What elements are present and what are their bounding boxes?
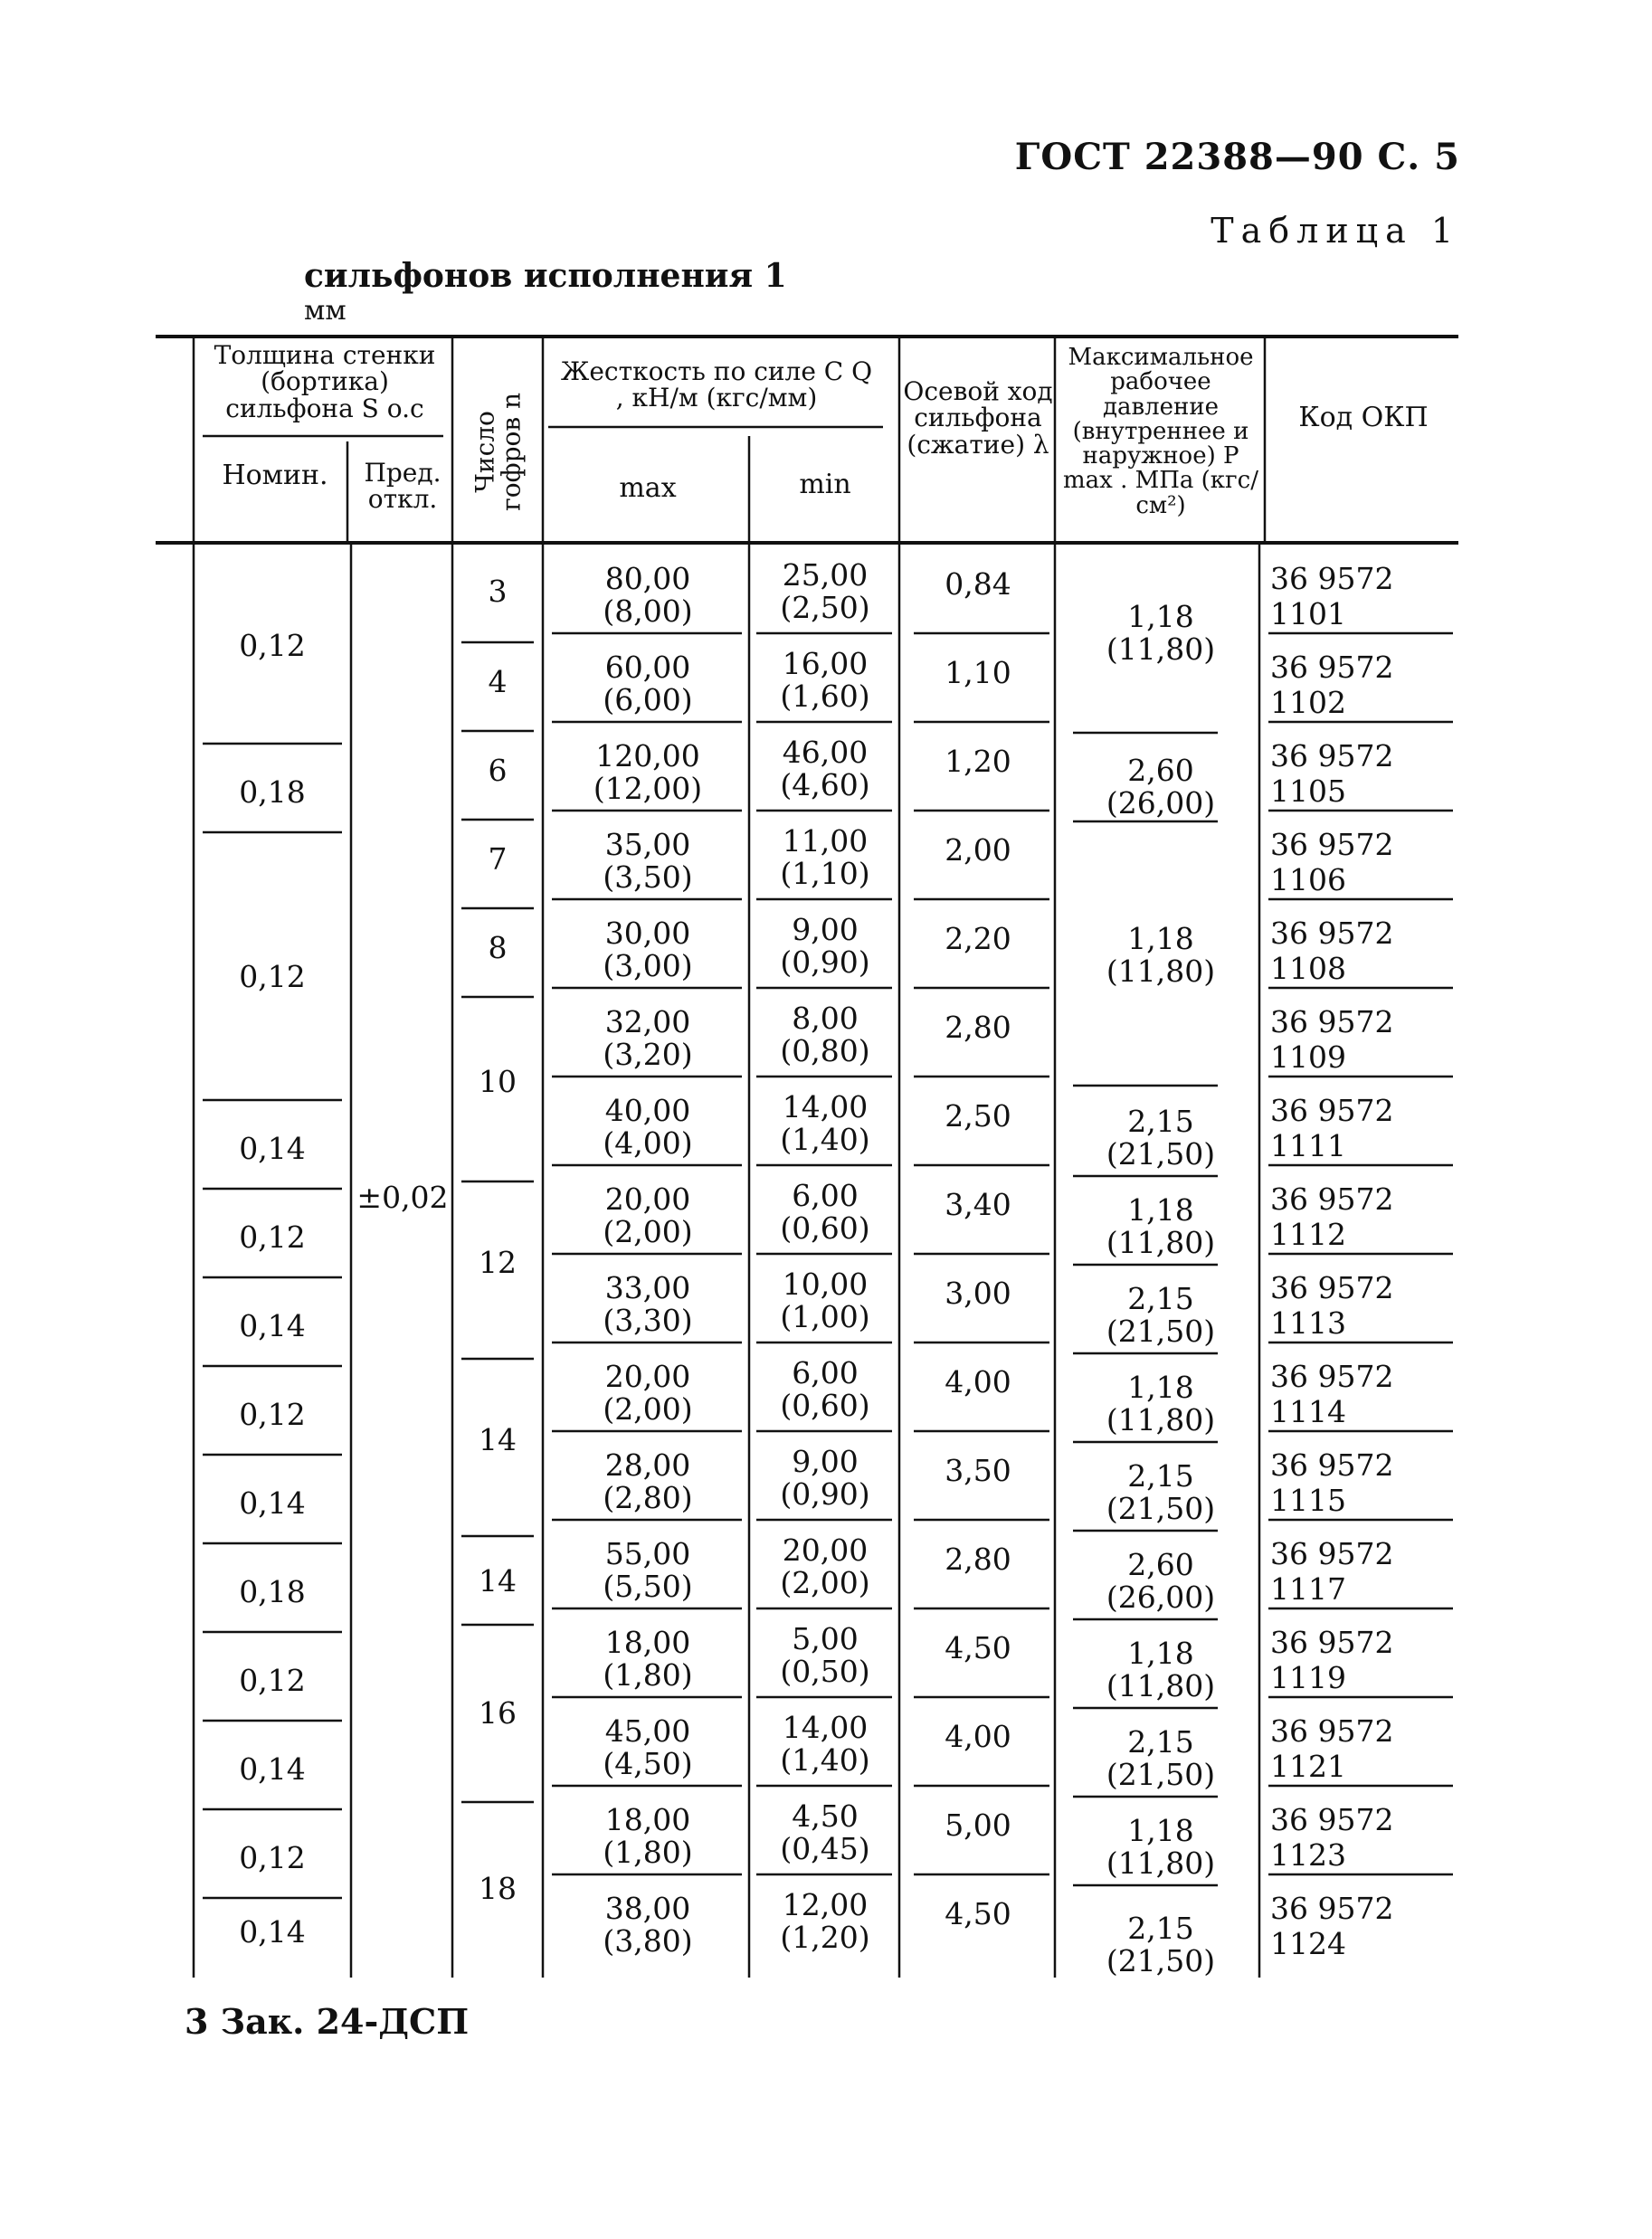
stiffness-max [548,740,747,804]
max-pressure-kgf: (11,80) [1106,1401,1216,1437]
stiffness-max [548,563,747,627]
nominal-thickness: 0,18 [239,1574,306,1609]
max-pressure [1059,1460,1263,1524]
footer-note: 3 Зак. 24-ДСП [185,2001,470,2042]
stiffness-min-kgf: (2,00) [780,1564,870,1600]
stiffness-max-kn: 40,00 [604,1093,691,1128]
okp-code: 36 9572 1121 [1270,1713,1394,1784]
max-pressure-kn: 2,15 [1127,1911,1194,1946]
axial-stroke: 2,20 [945,921,1011,956]
stiffness-min-kn: 25,00 [782,557,869,593]
stiffness-max-kn: 45,00 [604,1713,691,1749]
stiffness-min-kgf: (1,10) [780,855,870,891]
max-pressure-kn: 1,18 [1127,1370,1194,1405]
table-title: сильфонов исполнения 1 [304,257,787,295]
corrugation-count: 10 [479,1064,517,1099]
stiffness-max-kn: 80,00 [604,561,691,596]
max-pressure-kgf: (11,80) [1106,1224,1216,1260]
max-pressure [1059,1912,1263,1977]
axial-stroke: 5,00 [945,1807,1011,1843]
stiffness-max-kgf: (2,00) [603,1213,693,1249]
stiffness-max-kgf: (1,80) [603,1656,693,1693]
stiffness-min-kgf: (0,80) [780,1032,870,1068]
stiffness-min-kn: 10,00 [782,1267,869,1302]
header-pressure: Максимальное рабочее давление (внутреннее и наружное) P max . МПа (кгс/см²) [1062,344,1258,519]
stiffness-max [548,651,747,716]
max-pressure-kgf: (21,50) [1106,1313,1216,1349]
corrugation-count: 18 [479,1871,517,1906]
axial-stroke: 3,00 [945,1276,1011,1311]
max-pressure-kn: 1,18 [1127,1636,1194,1671]
okp-code: 36 9572 1113 [1270,1270,1394,1341]
okp-code: 36 9572 1108 [1270,916,1394,986]
stiffness-max [548,1449,747,1513]
header-okp: Код ОКП [1298,402,1429,433]
max-pressure [1059,1726,1263,1790]
max-pressure-kn: 2,60 [1127,753,1194,788]
stiffness-min-kn: 12,00 [782,1887,869,1922]
stiffness-min [753,1889,897,1953]
stiffness-max [548,1361,747,1425]
nominal-thickness: 0,18 [239,774,306,810]
stiffness-min [753,1446,897,1510]
header-nominal: Номин. [222,460,328,491]
max-pressure-kn: 1,18 [1127,1813,1194,1848]
document-reference: ГОСТ 22388—90 С. 5 [1014,136,1460,178]
max-pressure [1059,754,1263,819]
corrugation-count: 7 [488,841,508,877]
stiffness-min-kgf: (1,00) [780,1298,870,1334]
stiffness-min [753,1268,897,1333]
nominal-thickness: 0,12 [239,959,306,994]
stiffness-max [548,1804,747,1868]
nominal-thickness: 0,14 [239,1751,306,1787]
stiffness-max [548,917,747,982]
nominal-thickness: 0,12 [239,628,306,663]
okp-code: 36 9572 1112 [1270,1181,1394,1252]
nominal-thickness: 0,12 [239,1663,306,1698]
axial-stroke: 4,00 [945,1719,1011,1754]
stiffness-max-kgf: (5,50) [603,1568,693,1604]
max-pressure [1059,923,1263,987]
okp-code: 36 9572 1119 [1270,1625,1394,1695]
max-pressure-kgf: (11,80) [1106,953,1216,989]
stiffness-min-kn: 8,00 [792,1001,859,1036]
stiffness-max-kn: 20,00 [604,1181,691,1217]
corrugation-count: 14 [479,1563,517,1599]
axial-stroke: 3,40 [945,1187,1011,1222]
max-pressure-kn: 1,18 [1127,599,1194,634]
stiffness-min-kn: 14,00 [782,1089,869,1124]
nominal-thickness: 0,12 [239,1397,306,1432]
max-pressure [1059,1194,1263,1258]
stiffness-min [753,1534,897,1599]
stiffness-min [753,736,897,801]
max-pressure [1059,1371,1263,1436]
stiffness-max-kgf: (3,30) [603,1302,693,1338]
stiffness-max-kn: 18,00 [604,1625,691,1660]
max-pressure [1059,1105,1263,1170]
nominal-thickness: 0,14 [239,1914,306,1950]
stiffness-max-kn: 20,00 [604,1359,691,1394]
axial-stroke: 2,50 [945,1098,1011,1134]
stiffness-min-kgf: (0,60) [780,1210,870,1246]
stiffness-max [548,1715,747,1779]
max-pressure-kgf: (21,50) [1106,1490,1216,1526]
stiffness-min [753,1800,897,1864]
stiffness-min [753,825,897,889]
max-pressure-kgf: (21,50) [1106,1135,1216,1172]
table-caption: Таблица 1 [1211,211,1460,251]
stiffness-min-kn: 6,00 [792,1178,859,1213]
stiffness-min-kgf: (0,90) [780,944,870,980]
axial-stroke: 0,84 [945,566,1011,602]
max-pressure [1059,1637,1263,1702]
okp-code: 36 9572 1111 [1270,1093,1394,1163]
stiffness-max-kn: 33,00 [604,1270,691,1305]
stiffness-min-kgf: (1,60) [780,678,870,714]
stiffness-min [753,1712,897,1776]
axial-stroke: 2,80 [945,1010,1011,1045]
stiffness-max [548,1183,747,1248]
stiffness-max-kn: 55,00 [604,1536,691,1571]
axial-stroke: 1,10 [945,655,1011,690]
stiffness-min-kgf: (0,50) [780,1653,870,1689]
max-pressure [1059,601,1263,665]
okp-code: 36 9572 1105 [1270,738,1394,809]
stiffness-min-kgf: (1,40) [780,1741,870,1778]
stiffness-min-kgf: (1,40) [780,1121,870,1157]
stiffness-max-kgf: (12,00) [593,770,703,806]
corrugation-count: 4 [488,664,508,699]
header-thickness: Толщина стенки (бортика) сильфона S o.c [214,340,436,423]
stiffness-min-kgf: (0,60) [780,1387,870,1423]
axial-stroke: 4,50 [945,1896,1011,1931]
okp-code: 36 9572 1101 [1270,561,1394,631]
stiffness-min [753,1091,897,1155]
max-pressure-kgf: (21,50) [1106,1942,1216,1978]
stiffness-min-kgf: (0,45) [780,1830,870,1866]
axial-stroke: 2,80 [945,1542,1011,1577]
stiffness-max [548,1893,747,1957]
header-corrugations: Число гофров n [470,392,527,511]
header-stiffness: Жесткость по силе C Q , кН/м (кгс/мм) [560,356,873,413]
stiffness-min-kn: 11,00 [782,823,869,859]
stiffness-min-kn: 16,00 [782,646,869,681]
max-pressure-kn: 2,15 [1127,1724,1194,1760]
stiffness-min [753,1357,897,1421]
stiffness-min-kn: 4,50 [792,1798,859,1834]
okp-code: 36 9572 1109 [1270,1004,1394,1075]
okp-code: 36 9572 1117 [1270,1536,1394,1607]
stiffness-min-kn: 20,00 [782,1532,869,1568]
stiffness-max-kn: 60,00 [604,650,691,685]
stiffness-max-kgf: (3,00) [603,947,693,983]
nominal-thickness: 0,12 [239,1840,306,1875]
max-pressure-kn: 1,18 [1127,921,1194,956]
header-max: max [619,472,677,504]
axial-stroke: 4,00 [945,1364,1011,1399]
okp-code: 36 9572 1106 [1270,827,1394,897]
header-min: min [799,469,851,500]
max-pressure-kgf: (26,00) [1106,784,1216,821]
axial-stroke: 2,00 [945,832,1011,868]
max-pressure-kgf: (26,00) [1106,1579,1216,1615]
nominal-thickness: 0,14 [239,1485,306,1521]
okp-code: 36 9572 1114 [1270,1359,1394,1429]
max-pressure [1059,1549,1263,1613]
stiffness-max [548,1538,747,1602]
corrugation-count: 16 [479,1695,517,1731]
stiffness-min [753,914,897,978]
stiffness-min [753,648,897,712]
stiffness-min-kn: 5,00 [792,1621,859,1656]
stiffness-min-kgf: (1,20) [780,1919,870,1955]
stiffness-max-kgf: (6,00) [603,681,693,717]
stiffness-max-kn: 32,00 [604,1004,691,1039]
stiffness-max-kgf: (3,50) [603,859,693,895]
stiffness-min [753,559,897,623]
corrugation-count: 14 [479,1422,517,1457]
max-pressure-kgf: (11,80) [1106,1845,1216,1881]
okp-code: 36 9572 1123 [1270,1802,1394,1873]
stiffness-max-kgf: (1,80) [603,1834,693,1870]
okp-code: 36 9572 1102 [1270,650,1394,720]
max-pressure-kn: 2,15 [1127,1458,1194,1494]
corrugation-count: 12 [479,1245,517,1280]
stiffness-min-kn: 9,00 [792,912,859,947]
stiffness-min-kgf: (0,90) [780,1475,870,1512]
max-pressure-kn: 2,15 [1127,1104,1194,1139]
stiffness-min-kn: 9,00 [792,1444,859,1479]
corrugation-count: 8 [488,930,508,965]
max-pressure [1059,1283,1263,1347]
corrugation-count: 3 [488,574,508,609]
max-pressure-kgf: (11,80) [1106,1667,1216,1703]
stiffness-max-kn: 28,00 [604,1447,691,1483]
stiffness-max-kgf: (2,00) [603,1390,693,1427]
stiffness-max [548,1627,747,1691]
tolerance-value: ±0,02 [356,1180,449,1215]
axial-stroke: 4,50 [945,1630,1011,1665]
max-pressure [1059,1815,1263,1879]
nominal-thickness: 0,12 [239,1219,306,1255]
nominal-thickness: 0,14 [239,1131,306,1166]
stiffness-min [753,1180,897,1244]
stiffness-max [548,1006,747,1070]
stiffness-max-kn: 30,00 [604,916,691,951]
stiffness-max [548,1095,747,1159]
max-pressure-kn: 1,18 [1127,1192,1194,1228]
stiffness-max-kgf: (4,50) [603,1745,693,1781]
unit-label: мм [304,295,347,327]
stiffness-max-kgf: (3,20) [603,1036,693,1072]
stiffness-max-kn: 38,00 [604,1891,691,1926]
stiffness-max-kgf: (8,00) [603,593,693,629]
stiffness-min-kgf: (4,60) [780,766,870,802]
stiffness-min-kgf: (2,50) [780,589,870,625]
stiffness-max [548,1272,747,1336]
max-pressure-kgf: (21,50) [1106,1756,1216,1792]
max-pressure-kn: 2,15 [1127,1281,1194,1316]
stiffness-max [548,829,747,893]
max-pressure-kgf: (11,80) [1106,631,1216,667]
stiffness-max-kgf: (4,00) [603,1124,693,1161]
nominal-thickness: 0,14 [239,1308,306,1343]
header-axial-stroke: Осевой ход сильфона (сжатие) λ [903,376,1053,460]
corrugation-count: 6 [488,753,508,788]
okp-code: 36 9572 1115 [1270,1447,1394,1518]
stiffness-min-kn: 14,00 [782,1710,869,1745]
stiffness-max-kn: 35,00 [604,827,691,862]
okp-code: 36 9572 1124 [1270,1891,1394,1961]
stiffness-max-kgf: (3,80) [603,1922,693,1959]
stiffness-min [753,1623,897,1687]
stiffness-min-kn: 46,00 [782,735,869,770]
stiffness-min [753,1002,897,1067]
max-pressure-kn: 2,60 [1127,1547,1194,1582]
axial-stroke: 3,50 [945,1453,1011,1488]
stiffness-max-kn: 120,00 [595,738,700,773]
stiffness-max-kgf: (2,80) [603,1479,693,1515]
stiffness-max-kn: 18,00 [604,1802,691,1837]
axial-stroke: 1,20 [945,744,1011,779]
stiffness-min-kn: 6,00 [792,1355,859,1390]
header-tolerance: Пред. откл. [364,458,441,515]
